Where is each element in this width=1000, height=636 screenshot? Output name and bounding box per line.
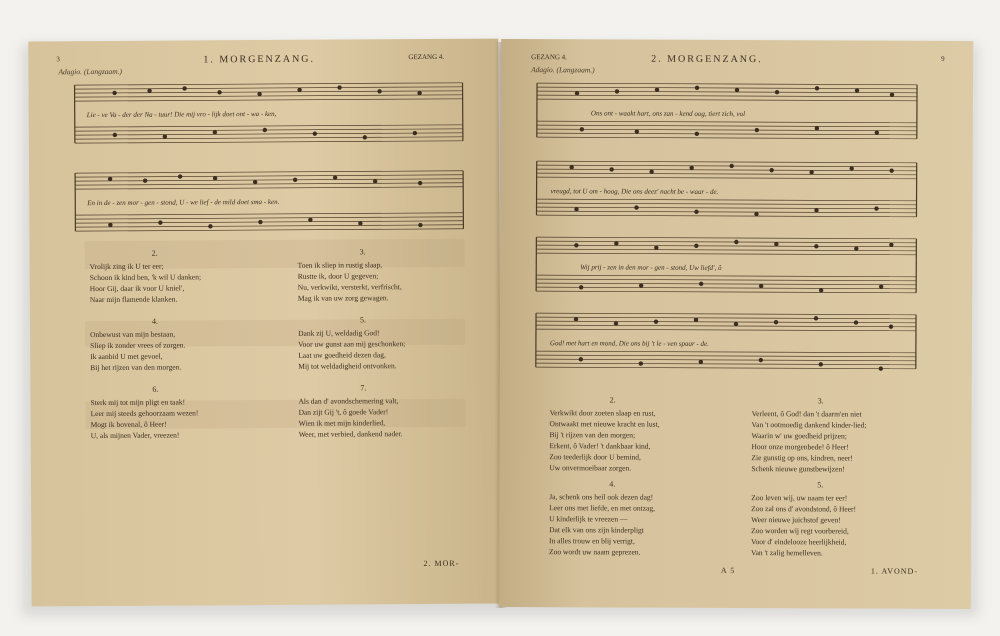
verse-line: Ontwaakt met nieuwe kracht en lust, bbox=[549, 419, 660, 429]
left-verse-number: 6. bbox=[152, 384, 159, 394]
right-verse-4 bbox=[549, 491, 655, 557]
right-tempo: Adagio. (Langzaam.) bbox=[531, 65, 595, 75]
right-verse-2 bbox=[549, 407, 659, 473]
left-tempo: Adagio. (Langzaam.) bbox=[58, 66, 123, 77]
verse-line: Sterk mij tot mijn pligt en taak! bbox=[90, 397, 186, 408]
verse-line: Bij 't rijzen van den morgen; bbox=[549, 430, 636, 440]
verse-line: Dank zij U, weldadig God! bbox=[298, 328, 380, 338]
left-hymn-ref: GEZANG 4. bbox=[408, 52, 445, 62]
right-verse-number: 2. bbox=[609, 395, 616, 405]
verse-line: Bij het rijzen van den morgen. bbox=[90, 362, 182, 373]
verse-line: Zoo teederlijk door U bemind, bbox=[549, 452, 641, 462]
verse-line: Zoo leven wij, uw naam ter eer! bbox=[751, 493, 848, 503]
verse-line: Voor uw gunst aan mij geschonken; bbox=[298, 339, 406, 349]
verse-line: Ja, schenk ons heil ook dezen dag! bbox=[549, 492, 654, 502]
right-lyric-line-4: God! met hart en mond, Die ons bij 't le - ven spaar - de. bbox=[549, 339, 709, 348]
right-lyric-line-2: vreugd, tot U om - hoog, Die ons deez' nacht be - waar - de. bbox=[550, 187, 719, 196]
verse-line: Verleent, ô God! dan 't daarm'en niet bbox=[751, 409, 862, 419]
verse-line: Laat uw goedheid dezen dag, bbox=[298, 350, 386, 360]
left-verse-number: 5. bbox=[359, 315, 367, 325]
verse-line: Verkwikt door zoeten slaap en rust, bbox=[549, 408, 656, 418]
verse-line: Dat elk van ons zijn kinderpligt bbox=[549, 525, 644, 535]
verse-line: Schoon ik kind ben, 'k wil U danken; bbox=[89, 272, 202, 283]
verse-line: Hoor onze morgenbede! ô Heer! bbox=[751, 442, 849, 452]
right-verse-number: 3. bbox=[817, 396, 824, 406]
right-signature-mark: A 5 bbox=[720, 565, 736, 575]
right-page-title: 2. MORGENZANG. bbox=[651, 53, 763, 66]
verse-line: Leer ons met liefde, en met ontzag, bbox=[549, 503, 656, 513]
left-verse-5 bbox=[298, 327, 405, 372]
left-verse-3 bbox=[298, 259, 402, 304]
right-lyric-line-1: Ons ont - waakt hart, ons zan - kend oog, tiert zich, vol bbox=[590, 109, 746, 119]
verse-line: Toen ik sliep in rustig slaap, bbox=[297, 260, 383, 270]
verse-line: Sliep ik zonder vrees of zorgen. bbox=[90, 340, 186, 351]
verse-line: Mij tot weldadigheid ontvonken. bbox=[298, 361, 397, 371]
verse-line: In alles trouw en blij verrigt, bbox=[549, 536, 635, 546]
right-verse-3 bbox=[751, 408, 866, 475]
verse-line: Zoo wordt uw naam geprezen. bbox=[548, 547, 641, 557]
verse-line: Zoo zal ons d' avondstond, ô Heer! bbox=[751, 504, 857, 514]
verse-line: Weer, met verbied, dankend nader. bbox=[298, 429, 403, 439]
verse-line: Van 't zalig hemelleven. bbox=[750, 548, 823, 558]
verse-line: Mogt ik bovenal, ô Heer! bbox=[90, 419, 167, 430]
left-verse-number: 2. bbox=[151, 248, 158, 258]
verse-line: Voor d' eindelooze heerlijkheid, bbox=[751, 537, 847, 547]
left-verse-6 bbox=[90, 396, 198, 441]
left-page-number: 3 bbox=[56, 55, 60, 64]
left-page bbox=[28, 39, 501, 607]
verse-line: Hoor Gij, daar ik voor U knielʹ, bbox=[89, 283, 185, 294]
verse-line: Weer nieuwe juichstof geven! bbox=[751, 515, 841, 525]
verse-line: Nu, verkwikt, versterkt, verfrischt, bbox=[297, 282, 402, 292]
verse-line: Wien ik met mijn kinderlied, bbox=[298, 418, 386, 428]
left-verse-4 bbox=[90, 328, 186, 373]
left-page-title: 1. MORGENZANG. bbox=[203, 53, 316, 66]
right-verse-5 bbox=[751, 492, 856, 558]
right-catchword: 1. AVOND- bbox=[870, 566, 919, 576]
right-hymn-ref: GEZANG 4. bbox=[531, 53, 567, 62]
verse-line: Zie gunstig op ons, kindren, neer! bbox=[751, 453, 853, 463]
verse-line: Uw onvermoeibaar zorgen. bbox=[549, 463, 632, 473]
verse-line: Schenk nieuwe gunstbewijzen! bbox=[751, 464, 845, 474]
right-lyric-line-3: Wij prij - zen in den mor - gen - stond, Uw liefd', ô bbox=[580, 263, 722, 272]
verse-line: Dan zijt Gij 't, ô goede Vader! bbox=[298, 407, 389, 417]
verse-line: Ik aanbid U met gevoel, bbox=[90, 351, 163, 362]
right-verse-number: 4. bbox=[609, 479, 616, 489]
left-verse-2 bbox=[90, 260, 202, 305]
verse-line: U kinderlijk te vreezen — bbox=[549, 514, 628, 524]
verse-line: Als dan d' avondschemering valt, bbox=[298, 396, 399, 406]
left-verse-number: 7. bbox=[360, 383, 367, 393]
verse-line: Naar mijn flamende klanken. bbox=[89, 294, 178, 305]
left-verse-7 bbox=[298, 395, 402, 440]
right-page-number: 9 bbox=[941, 54, 945, 63]
right-verse-number: 5. bbox=[817, 480, 824, 490]
verse-line: Waarin w' uw goedheid prijzen; bbox=[751, 431, 847, 441]
verse-line: Mag ik van uw zorg gewagen. bbox=[297, 293, 389, 303]
verse-line: Zoo worden wij regt voorbereid, bbox=[751, 526, 849, 536]
verse-line: U, als mijnen Vader, vreezen! bbox=[90, 430, 180, 441]
right-page bbox=[499, 39, 973, 609]
verse-line: Van 't ootmoedig dankend kinder-lied; bbox=[751, 420, 867, 430]
left-lyric-line-2: En in de - zen mor - gen - stond, U - we lief - de mild doet sma - ken. bbox=[87, 197, 280, 208]
verse-line: Erkent, ô Vader! 't dankbaar kind, bbox=[549, 441, 651, 451]
left-verse-number: 4. bbox=[151, 316, 159, 326]
verse-line: Vrolijk zing ik U ter eer; bbox=[89, 261, 164, 272]
verse-line: Onbewust van mijn bestaan, bbox=[90, 329, 176, 340]
verse-line: Leer mij steeds gehoorzaam wezen! bbox=[90, 408, 199, 419]
left-catchword: 2. MOR- bbox=[423, 558, 460, 569]
verse-line: Rustte ik, door U gegeven; bbox=[297, 271, 379, 281]
left-verse-number: 3. bbox=[359, 247, 366, 257]
left-lyric-line-1: Lie - ve Va - der der Na - tuur! Die mij vro - lijk doet ont - wa - ken, bbox=[86, 109, 277, 120]
